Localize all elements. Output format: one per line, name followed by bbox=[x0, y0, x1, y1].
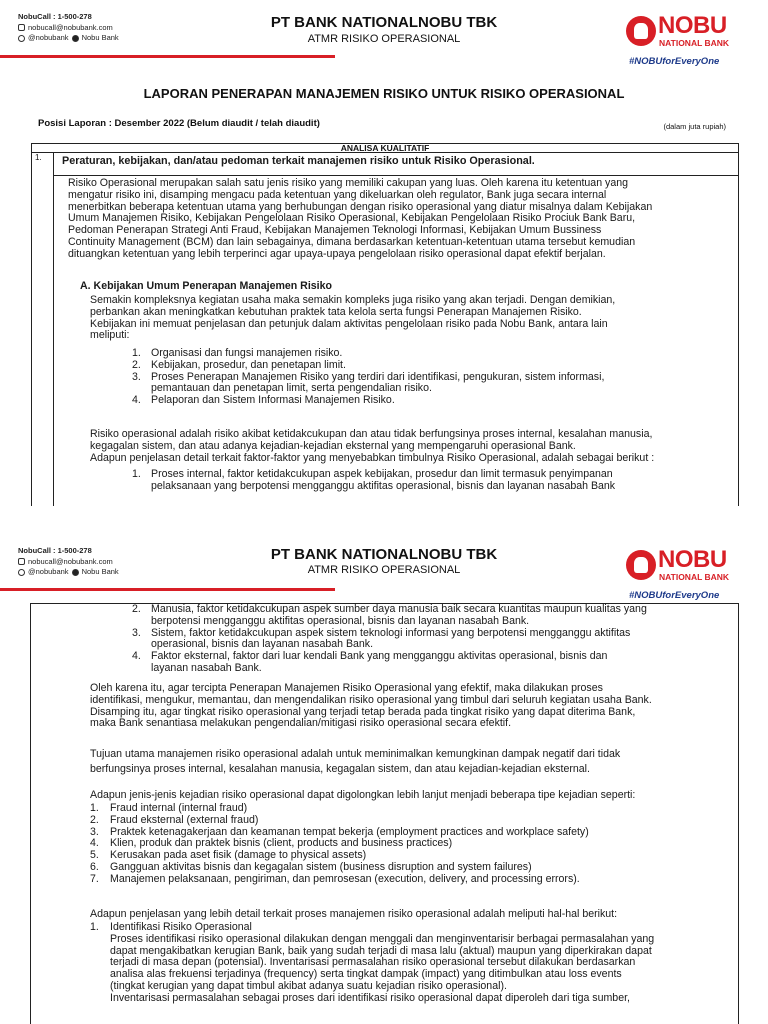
lion-icon bbox=[626, 550, 656, 580]
mitigation-paragraph bbox=[90, 683, 718, 730]
instagram-link[interactable]: @nobubank bbox=[28, 33, 69, 42]
identification-section bbox=[90, 922, 718, 1005]
list-item bbox=[90, 862, 718, 874]
text-line: perbankan akan meningkatkan kebutuhan praktek tata kelola serta fungsi Penerapan Manajemen Risiko. bbox=[90, 305, 582, 318]
facebook-link[interactable]: Nobu Bank bbox=[81, 33, 119, 42]
list-text: Fraud internal (internal fraud) bbox=[110, 802, 248, 814]
list-text: Sistem, faktor ketidakcukupan aspek sistem teknologi informasi yang berpotensi mengganggu aktifitas bbox=[151, 626, 631, 639]
logo-tagline: #NOBUforEveryOne bbox=[629, 590, 720, 601]
text-line: (tingkat kerugian yang dapat timbul akibat adanya suatu kejadian risiko operasional). bbox=[110, 979, 507, 992]
text-line: Semakin kompleksnya kegiatan usaha maka semakin kompleks juga risiko yang akan terjadi. Dengan demikian, bbox=[90, 294, 616, 306]
process-intro: Adapun penjelasan yang lebih detail terkait proses manajemen risiko operasional adalah meliputi hal-hal berikut: bbox=[90, 908, 618, 920]
text-line: maka Bank senantiasa melakukan pengendalian/mitigasi risiko operasional secara efektif. bbox=[90, 717, 512, 730]
logo-tagline: #NOBUforEveryOne bbox=[629, 56, 720, 67]
logo-subword: NATIONAL BANK bbox=[659, 572, 730, 582]
section-a-title: A. Kebijakan Umum Penerapan Manajemen Risiko bbox=[80, 280, 332, 292]
list-text: Pelaporan dan Sistem Informasi Manajemen Risiko. bbox=[151, 394, 395, 407]
list-number bbox=[132, 616, 151, 628]
list-text: Manajemen pelaksanaan, pengiriman, dan pemrosesan (execution, delivery, and processing errors). bbox=[110, 872, 580, 885]
list-item bbox=[132, 616, 698, 628]
text-line: identifikasi, mengukur, memantau, dan mengendalikan risiko operasional yang timbul dari seluruh kegiatan usaha Bank. bbox=[90, 693, 652, 706]
page-header bbox=[0, 540, 768, 600]
list-number: 2. bbox=[132, 358, 141, 371]
objective-paragraph bbox=[90, 747, 718, 776]
text-line: mengatur risiko ini, disamping mengacu pada ketentuan yang dikeluarkan oleh regulator, Bank juga secara internal bbox=[68, 188, 607, 201]
company-name: PT BANK NATIONALNOBU TBK bbox=[270, 14, 498, 31]
facebook-link[interactable]: Nobu Bank bbox=[81, 567, 119, 576]
text-line: Disamping itu, agar tingkat risiko operasional yang terjadi tetap berada pada tingkat risiko yang dapat diterima Bank, bbox=[90, 705, 636, 718]
text-line: Umum Manajemen Risiko, Kebijakan Pengelolaan Risiko Operasional, Kebijakan Pengelolaan Risiko Prociuk Bank Baru, bbox=[68, 212, 636, 225]
text-line: menerbitkan beberapa ketentuan utama yang berhubungan dengan risiko operasional yang diatur misalnya dalam Kebijakan bbox=[68, 200, 653, 213]
list-number: 1. bbox=[90, 921, 99, 933]
text-line: Pedoman Penerapan Strategi Anti Fraud, Kebijakan Manajemen Teknologi Informasi, Kebijakan Umum Bussiness bbox=[68, 224, 602, 237]
event-types-list bbox=[90, 803, 718, 886]
risk-definition bbox=[90, 429, 718, 464]
text-line: dituangkan ketentuan yang lebih terperinci agar upaya-upaya pengelolaan risiko operasional dapat efektif berjalan. bbox=[68, 247, 606, 260]
nobu-logo bbox=[626, 14, 752, 70]
list-text: Gangguan aktivitas bisnis dan kegagalan sistem (business disruption and system failures) bbox=[110, 860, 532, 873]
document-title: LAPORAN PENERAPAN MANAJEMEN RISIKO UNTUK RISIKO OPERASIONAL bbox=[143, 86, 625, 101]
identification-body bbox=[90, 934, 718, 1005]
list-text: Manusia, faktor ketidakcukupan aspek sumber daya manusia baik secara kuantitas maupun kualitas yang bbox=[151, 603, 647, 615]
intro-paragraph bbox=[68, 178, 718, 261]
list-number: 2. bbox=[132, 603, 141, 615]
list-text: layanan nasabah Bank. bbox=[151, 661, 262, 674]
report-subtitle: ATMR RISIKO OPERASIONAL bbox=[307, 33, 461, 45]
list-text-continued: pelaksanaan yang berpotensi mengganggu aktifitas operasional, bisnis dan layanan nasabah Bank bbox=[151, 479, 616, 492]
list-item bbox=[132, 360, 698, 372]
text-line: berfungsinya proses internal, kesalahan manusia, kegagalan sistem, dan atau kejadian-kejadian eksternal. bbox=[90, 762, 590, 775]
list-number: 1. bbox=[132, 347, 141, 359]
list-text: Fraud eksternal (external fraud) bbox=[110, 813, 259, 826]
list-number: 1. bbox=[132, 468, 141, 480]
list-number: 4. bbox=[90, 837, 99, 850]
section-heading bbox=[62, 156, 739, 168]
logo-subword: NATIONAL BANK bbox=[659, 38, 730, 48]
text-line: Risiko Operasional merupakan salah satu jenis risiko yang memiliki cakupan yang luas. Oleh karena itu ketentuan yang bbox=[68, 177, 629, 189]
report-position: Posisi Laporan : Desember 2022 (Belum diaudit / telah diaudit) bbox=[38, 118, 320, 129]
company-name: PT BANK NATIONALNOBU TBK bbox=[270, 546, 498, 563]
text-line: Kebijakan ini memuat penjelasan dan petunjuk dalam aktivitas pengelolaan risiko pada Nobu Bank, antara lain bbox=[90, 317, 608, 330]
text-line: Continuity Management (BCM) dan lain sebagainya, dimana berdasarkan ketentuan-ketentuan utama tersebut kemudian bbox=[68, 235, 636, 248]
section-a-list bbox=[132, 348, 698, 407]
unit-note: (dalam juta rupiah) bbox=[663, 122, 726, 131]
email-link[interactable]: nobucall@nobubank.com bbox=[28, 22, 113, 32]
event-types-intro: Adapun jenis-jenis kejadian risiko operasional dapat digolongkan lebih lanjut menjadi beberapa tipe kejadian seperti: bbox=[90, 789, 636, 801]
logo-word: NOBU bbox=[658, 12, 727, 39]
section-heading-text: Peraturan, kebijakan, dan/atau pedoman terkait manajemen risiko untuk Risiko Operasional. bbox=[62, 155, 535, 167]
page-2 bbox=[0, 540, 768, 1024]
list-text: Organisasi dan fungsi manajemen risiko. bbox=[151, 347, 343, 359]
list-text: Praktek ketenagakerjaan dan keamanan tempat bekerja (employment practices and workplace safety) bbox=[110, 825, 589, 838]
list-number: 3. bbox=[132, 626, 141, 639]
factor-list bbox=[132, 469, 698, 493]
list-text: Kebijakan, prosedur, dan penetapan limit. bbox=[151, 358, 346, 371]
nobu-logo bbox=[626, 548, 752, 604]
list-text: Faktor eksternal, faktor dari luar kendali Bank yang mengganggu aktivitas operasional, bisnis dan bbox=[151, 650, 608, 663]
list-text: Kerusakan pada aset fisik (damage to physical assets) bbox=[110, 849, 367, 862]
text-line: terjadi di masa depan (potensial). Inventarisasi permasalahan risiko operasional tersebut dilakukan berdasarkan bbox=[110, 956, 636, 969]
text-line: dapat mengakibatkan kerugian Bank, baik yang sudah terjadi di masa lalu (aktual) maupun yang diperkirakan dapat bbox=[110, 944, 652, 957]
list-number bbox=[132, 663, 151, 675]
text-line: Proses identifikasi risiko operasional dilakukan dengan menggali dan menginventarisir berbagai permasalahan yang bbox=[110, 932, 655, 945]
list-number: 3. bbox=[132, 370, 141, 383]
list-text: Proses internal, faktor ketidakcukupan aspek kebijakan, prosedur dan limit termasuk penyimpanan bbox=[151, 468, 613, 480]
text-line: kegagalan sistem, dan atau adanya kejadian-kejadian eksternal yang mempengaruhi operasional Bank. bbox=[90, 439, 576, 452]
text-line: Risiko operasional adalah risiko akibat ketidakcukupan dan atau tidak berfungsinya proses internal, kesalahan manusia, bbox=[90, 428, 653, 440]
list-item bbox=[132, 395, 698, 407]
list-text: berpotensi mengganggu aktifitas operasional, bisnis dan layanan nasabah Bank. bbox=[151, 614, 530, 627]
text-line: Inventarisasi permasalahan sebagai proses dari identifikasi risiko operasional dapat diperoleh dari tiga sumber, bbox=[110, 991, 630, 1004]
nobucall-text: NobuCall : 1-500-278 bbox=[18, 546, 92, 555]
header-divider bbox=[0, 588, 335, 591]
text-line: meliputi: bbox=[90, 329, 130, 342]
email-link[interactable]: nobucall@nobubank.com bbox=[28, 556, 113, 566]
list-text: operasional, bisnis dan layanan nasabah Bank. bbox=[151, 638, 374, 651]
list-number: 1. bbox=[90, 802, 99, 814]
list-number: 2. bbox=[90, 813, 99, 826]
list-text: Proses Penerapan Manajemen Risiko yang terdiri dari identifikasi, pengukuran, sistem informasi, bbox=[151, 370, 605, 383]
text-line: analisa alas frekuensi terjadinya (frequency) serta tingkat dampak (impact) yang ditimbulkan atau loss events bbox=[110, 968, 622, 981]
list-number: 7. bbox=[90, 872, 99, 885]
list-item bbox=[132, 663, 698, 675]
list-number: 6. bbox=[90, 860, 99, 873]
factor-list-continued bbox=[132, 604, 698, 675]
logo-word: NOBU bbox=[658, 546, 727, 573]
row-number: 1. bbox=[32, 153, 54, 506]
list-text: Klien, produk dan praktek bisnis (client, products and business practices) bbox=[110, 837, 453, 850]
section-a-body bbox=[90, 295, 718, 342]
identification-title: Identifikasi Risiko Operasional bbox=[110, 921, 252, 933]
text-line: Oleh karena itu, agar tercipta Penerapan Manajemen Risiko Operasional yang efektif, maka dilakukan proses bbox=[90, 682, 603, 694]
list-number: 3. bbox=[90, 825, 99, 838]
instagram-link[interactable]: @nobubank bbox=[28, 567, 69, 576]
report-subtitle: ATMR RISIKO OPERASIONAL bbox=[307, 564, 461, 576]
text-line: Adapun penjelasan detail terkait faktor-faktor yang menyebabkan timbulnya Risiko Operasional, adalah sebagai berikut : bbox=[90, 451, 655, 464]
list-text: pemantauan dan penetapan limit, serta pengendalian risiko. bbox=[151, 382, 432, 395]
list-number: 4. bbox=[132, 650, 141, 663]
text-line: Tujuan utama manajemen risiko operasional adalah untuk meminimalkan kemungkinan dampak negatif dari tidak bbox=[90, 748, 621, 760]
list-number: 5. bbox=[90, 849, 99, 862]
header-divider bbox=[0, 55, 335, 58]
table-header: ANALISA KUALITATIF bbox=[32, 144, 738, 153]
list-number: 4. bbox=[132, 394, 141, 407]
list-item bbox=[90, 874, 718, 886]
list-item bbox=[90, 815, 718, 827]
nobucall-text: NobuCall : 1-500-278 bbox=[18, 12, 92, 21]
lion-icon bbox=[626, 16, 656, 46]
page-header bbox=[0, 0, 768, 67]
page-1 bbox=[0, 0, 768, 505]
